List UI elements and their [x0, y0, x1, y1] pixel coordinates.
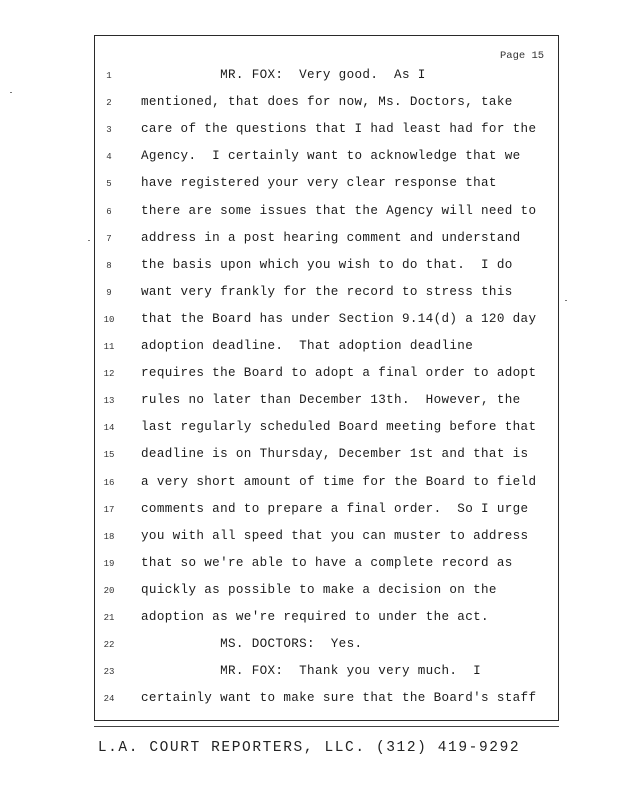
- transcript-line: a very short amount of time for the Board to field: [141, 475, 537, 489]
- line-number: 3: [106, 125, 112, 135]
- line-number: 10: [103, 315, 115, 325]
- line-number: 14: [103, 423, 115, 433]
- transcript-line: there are some issues that the Agency will need to: [141, 204, 537, 218]
- transcript-line: mentioned, that does for now, Ms. Doctors, take: [141, 95, 513, 109]
- transcript-line: quickly as possible to make a decision on the: [141, 583, 497, 597]
- line-number: 11: [103, 342, 115, 352]
- transcript-line: MS. DOCTORS: Yes.: [141, 637, 363, 651]
- line-number: 8: [106, 261, 112, 271]
- line-number: 20: [103, 586, 115, 596]
- line-number: 1: [106, 71, 112, 81]
- transcript-line: certainly want to make sure that the Board's staff: [141, 691, 537, 705]
- transcript-line: adoption as we're required to under the act.: [141, 610, 489, 624]
- line-number: 19: [103, 559, 115, 569]
- transcript-line: requires the Board to adopt a final order to adopt: [141, 366, 537, 380]
- scan-speck: [88, 240, 90, 241]
- page-border-bottom: [94, 726, 559, 727]
- transcript-line: deadline is on Thursday, December 1st and that is: [141, 447, 529, 461]
- transcript-line: want very frankly for the record to stress this: [141, 285, 513, 299]
- line-number: 12: [103, 369, 115, 379]
- line-number: 2: [106, 98, 112, 108]
- transcript-line: rules no later than December 13th. However, the: [141, 393, 521, 407]
- line-number: 16: [103, 478, 115, 488]
- transcript-line: last regularly scheduled Board meeting before that: [141, 420, 537, 434]
- line-number: 17: [103, 505, 115, 515]
- line-number: 5: [106, 179, 112, 189]
- transcript-line: Agency. I certainly want to acknowledge that we: [141, 149, 521, 163]
- line-number: 7: [106, 234, 112, 244]
- line-number: 6: [106, 207, 112, 217]
- line-number: 24: [103, 694, 115, 704]
- transcript-line: care of the questions that I had least had for the: [141, 122, 537, 136]
- transcript-line: comments and to prepare a final order. So I urge: [141, 502, 529, 516]
- transcript-line: have registered your very clear response that: [141, 176, 497, 190]
- line-number: 23: [103, 667, 115, 677]
- transcript-line: that the Board has under Section 9.14(d) a 120 day: [141, 312, 537, 326]
- scan-speck: [10, 92, 12, 93]
- transcript-line: MR. FOX: Thank you very much. I: [141, 664, 482, 678]
- reporter-footer: L.A. COURT REPORTERS, LLC. (312) 419-9292: [97, 740, 521, 756]
- transcript-line: that so we're able to have a complete record as: [141, 556, 513, 570]
- line-number: 22: [103, 640, 115, 650]
- line-number: 4: [106, 152, 112, 162]
- line-number: 9: [106, 288, 112, 298]
- line-number: 21: [103, 613, 115, 623]
- transcript-line: address in a post hearing comment and understand: [141, 231, 521, 245]
- transcript-line: you with all speed that you can muster to address: [141, 529, 529, 543]
- line-number: 18: [103, 532, 115, 542]
- line-number: 15: [103, 450, 115, 460]
- transcript-line: the basis upon which you wish to do that. I do: [141, 258, 513, 272]
- transcript-line: adoption deadline. That adoption deadline: [141, 339, 474, 353]
- line-number: 13: [103, 396, 115, 406]
- transcript-line: MR. FOX: Very good. As I: [141, 68, 426, 82]
- scan-speck: [565, 300, 567, 301]
- page-number: Page 15: [500, 50, 545, 62]
